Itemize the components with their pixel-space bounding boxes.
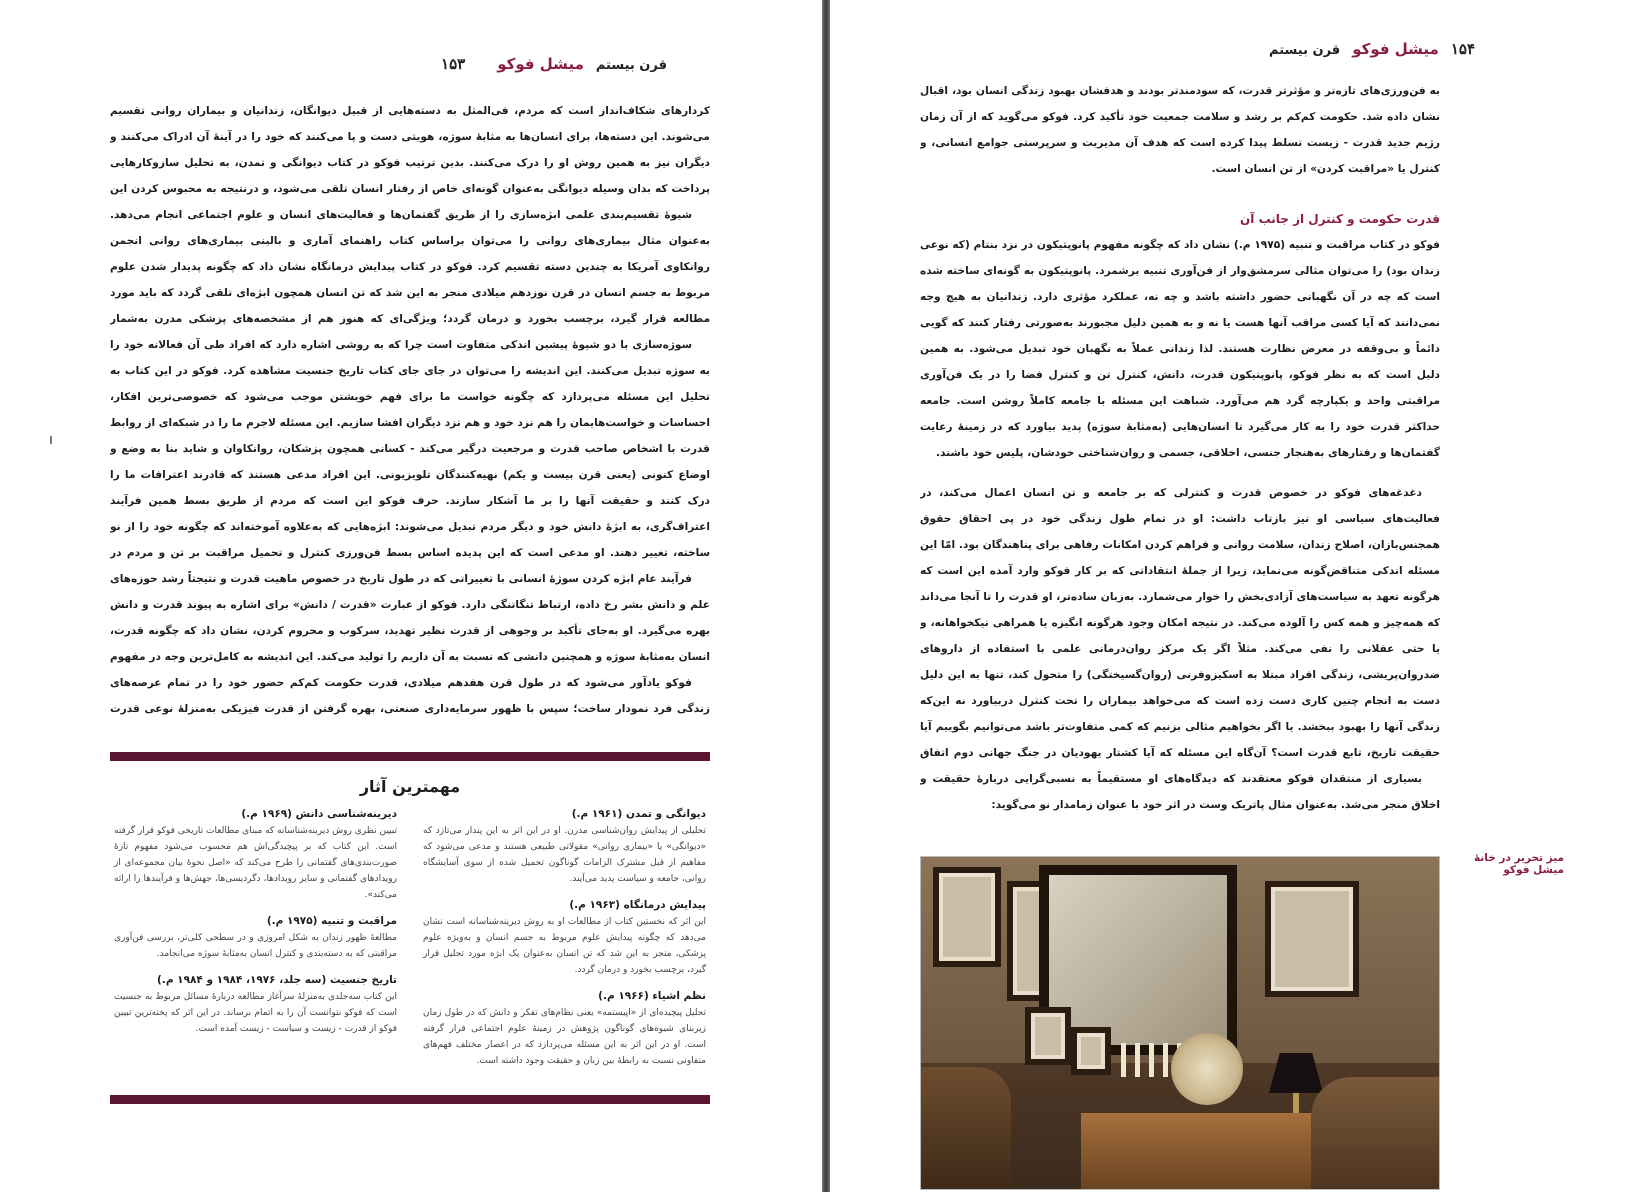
key-works-title: مهمترین آثار (359, 777, 461, 796)
key-works-left-column (114, 808, 397, 1081)
header-author: میشل فوکو (1352, 40, 1439, 58)
work-entry (423, 808, 706, 887)
work-description: این اثر که نخستین کتاب از مطالعات او به روش دیرینه‌شناسانه است نشان می‌دهد که چگونه پیدایش علوم مربوط به جسم انسان و به‌ویژه علوم پزشکی، منجر به این شد که تن انسان به‌عنوان یک ابژه مورد تحلیل قرار گیرد، برچسب بخورد و درمان گردد. (423, 917, 706, 975)
key-works-right-column (423, 808, 706, 1081)
body-paragraph: بسیاری از منتقدان فوکو معتقدند که دیدگاه‌های او مستقیماً به نسبی‌گرایی دربارهٔ حقیقت و اخلاق منجر می‌شد. به‌عنوان مثال پاتریک وست در اثر خود با عنوان زمامدار نو می‌گوید: (920, 773, 1440, 811)
page-number: ۱۵۳ (441, 55, 466, 73)
desk-photo (920, 856, 1440, 1190)
body-paragraph: فرآیند عام ابژه کردن سوژهٔ انسانی با تغییراتی که در طول تاریخ در خصوص ماهیت قدرت و نتیجتاً رشد حوزه‌های علم و دانش بشر رخ داده، ارتباط تنگاتنگی دارد. فوکو از عبارت «قدرت / دانش» برای اشاره به پیوند قدرت و دانش بهره می‌گیرد. او به‌جای تأکید بر وجوهی از قدرت نظیر تهدید، سرکوب و محروم کردن، نشان داد که چگونه قدرت، انسان به‌مثابهٔ سوژه و همچنین دانشی که نسبت به آن داریم را تولید می‌کند. این اندیشه به کامل‌ترین وجه در مفهوم (110, 573, 710, 663)
body-paragraph: فوکو در کتاب مراقبت و تنبیه (۱۹۷۵ م.) نشان داد که چگونه مفهوم پانوپتیکون در نزد بنتام (که نوعی زندان بود) را می‌توان مثالی سرمشق‌وار از فن‌آوری تنبیه برشمرد. پانوپتیکون به گونه‌ای ساخته شده است که چه در آن نگهبانی حضور داشته باشد و چه نه، عملکرد مؤثری دارد. زندانیان به هیچ وجه نمی‌دانند که آیا کسی مراقب آنها هست یا نه و به همین دلیل مجبورند به‌صورتی رفتار کنند که گویی دائماً و بی‌وقفه در معرض نظارت هستند. لذا زندانی عملاً به نگهبان خود تبدیل می‌شود. به همین دلیل است که به نظر فوکو، پانوپتیکون قدرت، دانش، کنترل تن و کنترل فضا را در یک فن‌آوری مراقبتی واحد و یکپارچه گرد هم می‌آورد. شباهت این مسئله با جامعه کاملاً روشن است. جامعه حداکثر قدرت خود را به کار می‌گیرد تا انسان‌هایی (به‌مثابهٔ سوژه) پدید بیاورد که در زمینهٔ رعایت گفتمان‌ها و رفتارهای به‌هنجار جنسی، اخلاقی، جسمی و روان‌شناختی خودشان، پلیس خود باشند. (920, 239, 1440, 459)
work-entry (114, 808, 397, 903)
work-description: این کتاب سه‌جلدی به‌منزلهٔ سرآغاز مطالعه دربارهٔ مسائل مربوط به جنسیت است که فوکو نتوانست آن را به اتمام برساند. در این اثر که پخته‌ترین تبیین فوکو از قدرت - زیست و سیاست - زیست آمده است. (114, 992, 397, 1034)
work-entry (423, 899, 706, 978)
work-description: تبیین نظری روش دیرینه‌شناسانه که مبنای مطالعات تاریخی فوکو قرار گرفته است. این کتاب که بر پیچیدگی‌اش هم محسوب می‌شود مفهوم تازهٔ صورت‌بندی‌های گفتمانی را طرح می‌کند که «اصل نحوهٔ بیان مجموعه‌ای از رویدادهای گفتمانی و سایر رویدادها، دگردیسی‌ها، جهش‌ها و فرآیندها را ارائه می‌کند». (114, 826, 397, 900)
photo-caption: میز تحریر در خانهٔ میشل فوکو (1473, 852, 1564, 876)
work-title: مراقبت و تنبیه (۱۹۷۵ م.) (266, 915, 397, 927)
right-body-text (920, 78, 1440, 818)
body-paragraph: شیوهٔ تقسیم‌بندی علمی ابژه‌سازی را از طریق گفتمان‌ها و فعالیت‌های انسان و علوم اجتماعی انجام می‌دهد. به‌عنوان مثال بیماری‌های روانی را می‌توان براساس کتاب راهنمای آماری و بالینی بیماری‌های روانی انجمن روانکاوی آمریکا به چندین دسته تقسیم کرد. فوکو در کتاب پیدایش درمانگاه نشان داد که چگونه پدیدار شدن علوم مربوط به جسم انسان در قرن نوزدهم میلادی منجر به این شد که تن انسان همچون ابژه‌ای تلقی گردد که باید مورد مطالعه قرار گیرد، برچسب بخورد و درمان گردد؛ ویژگی‌ای که هنوز هم از مشخصه‌های پزشکی مدرن به‌شمار (110, 209, 710, 325)
section-heading: قدرت حکومت و کنترل از جانب آن (1240, 212, 1440, 226)
header-century: قرن بیستم (595, 58, 667, 73)
left-running-header (441, 55, 667, 73)
body-paragraph: فوکو یادآور می‌شود که در طول قرن هفدهم میلادی، قدرت حکومت کم‌کم حضور خود را در تمام عرصه‌های زندگی فرد نمودار ساخت؛ سپس با ظهور سرمایه‌داری صنعتی، بهره گرفتن از قدرت فیزیکی به‌منزلهٔ نوعی قدرت (110, 677, 710, 715)
header-century: قرن بیستم (1269, 43, 1341, 58)
work-title: دیرینه‌شناسی دانش (۱۹۶۹ م.) (241, 808, 397, 820)
work-title: دیوانگی و تمدن (۱۹۶۱ م.) (571, 808, 706, 820)
work-description: تحلیلی از پیدایش روان‌شناسی مدرن. او در این اثر به این پندار می‌تازد که «دیوانگی» یا «بیماری روانی» مقولاتی طبیعی هستند و مدعی می‌شود که مفاهیم از قبل مشترک الزامات گوناگون تحمیل شده از سوی آسایشگاه روانی، جامعه و سیاست پدید می‌آیند. (423, 826, 706, 884)
key-works-box (110, 752, 710, 1104)
right-running-header (1269, 40, 1475, 58)
work-entry (114, 915, 397, 962)
key-works-columns (114, 808, 706, 1081)
book-spine-gutter (822, 0, 830, 1192)
work-title: نظم اشیاء (۱۹۶۶ م.) (598, 990, 706, 1002)
work-entry (114, 974, 397, 1037)
work-description: تحلیل پیچیده‌ای از «اپیستمه» یعنی نظام‌های تفکر و دانش که در طول زمان زیربنای شیوه‌های گوناگون پژوهش در زمینهٔ علوم اجتماعی قرار گرفته است. او در این اثر به این مسئله می‌پردازد که در اعصار مختلف فهم‌های متفاوتی نسبت به رابطهٔ بین زبان و حقیقت وجود داشته است. (423, 1008, 706, 1066)
body-paragraph: کردارهای شکاف‌انداز است که مردم، فی‌المثل به دسته‌هایی از قبیل دیوانگان، زندانیان و بیماران روانی تقسیم می‌شوند. این دسته‌ها، برای انسان‌ها به مثابهٔ سوژه، هویتی دست و پا می‌کنند که خود را در آینهٔ آن ادراک می‌کنند و دیگران نیز به همین روش او را درک می‌کنند. بدین ترتیب فوکو در کتاب دیوانگی و تمدن، به تحلیل سازوکارهایی پرداخت که بدان وسیله دیوانگی به‌عنوان گونه‌ای خاص از رفتار انسان تلقی می‌شود، و درنتیجه به محبوس کردن این (110, 105, 710, 195)
armchair (1311, 1077, 1439, 1189)
framed-picture (1025, 1007, 1071, 1065)
work-entry (423, 990, 706, 1069)
body-paragraph: سوژه‌سازی با دو شیوهٔ پیشین اندکی متفاوت است چرا که به روشی اشاره دارد که افراد طی آن فعالانه خود را به سوژه تبدیل می‌کنند. این اندیشه را می‌توان در جای جای کتاب تاریخ جنسیت مشاهده کرد. فوکو در این کتاب به تحلیل این مسئله می‌پردازد که چگونه خواست ما برای فهم خویشتن موجب می‌شود که خصوصی‌ترین افکار، احساسات و خواست‌هایمان را هم نزد خود و هم نزد دیگران افشا سازیم. این مسئله لاجرم ما را در شبکه‌ای از روابط قدرت با اشخاص صاحب قدرت و مرجعیت درگیر می‌کند - کسانی همچون پزشکان، روانکاوان و شاید بنا به وضع و اوضاع کنونی (یعنی قرن بیست و یکم) نهیه‌کنندگان تلویزیونی. این افراد مدعی هستند که قادرند اعترافات ما را درک کنند و حقیقت آنها را بر ما آشکار سازند. حرف فوکو این است که مردم از طریق بسط همین فرآیند اعتراف‌گری، به ابژهٔ دانش خود و دیگر مردم تبدیل می‌شوند: ابژه‌هایی که به‌علاوه آموخته‌اند که چگونه خود را از نو ساخته، تغییر دهند. او مدعی است که این پدیده اساس بسط فن‌ورزی کنترل و تحمیل مراقبت بر تن و مردم در (110, 339, 710, 559)
header-author: میشل فوکو (497, 55, 584, 73)
decorative-plate (1171, 1033, 1243, 1105)
page-number: ۱۵۴ (1450, 40, 1475, 58)
framed-picture (1071, 1027, 1111, 1075)
armchair (921, 1067, 1011, 1189)
left-page (0, 0, 822, 1192)
framed-picture (933, 867, 1001, 967)
left-body-text (110, 98, 710, 722)
work-description: مطالعهٔ ظهور زندان به شکل امروزی و در سطحی کلی‌تر، بررسی فن‌آوری مراقبتی که به دسته‌بندی و کنترل انسان به‌مثابهٔ سوژه می‌انجامد. (114, 933, 397, 959)
framed-picture (1265, 881, 1359, 997)
work-title: پیدایش درمانگاه (۱۹۶۳ م.) (569, 899, 706, 911)
body-paragraph: به فن‌ورزی‌های تازه‌تر و مؤثرتر قدرت، که سودمندتر بودند و هدفشان بهبود زندگی انسان بود، اقبال نشان داده شد. حکومت کم‌کم بر رشد و سلامت جمعیت خود تأکید کرد. فوکو می‌گوید که از آن زمان رژیم جدید قدرت - زیست تسلط پیدا کرده است که هدف آن مدیریت و سرپرستی جوامع انسانی، و کنترل یا «مراقبت کردن» از تن انسان است. (920, 85, 1440, 175)
body-paragraph: دغدغه‌های فوکو در خصوص قدرت و کنترلی که بر جامعه و تن انسان اعمال می‌کند، در فعالیت‌های سیاسی او نیز بازتاب داشت: او در تمام طول زندگی خود در پی احقاق حقوق همجنس‌بازان، اصلاح زندان، سلامت روانی و فراهم کردن امکانات رفاهی برای پناهندگان بود. امّا این مسئله اندکی متناقض‌گونه می‌نماید، زیرا از جملهٔ انتقاداتی که بر کار فوکو وارد آمده این است که هرگونه تعهد به سیاست‌های آزادی‌بخش را خوار می‌شمارد. به‌زبان ساده‌تر، او قدرت را تا آنجا می‌داند که همه‌چیز و همه کس را آلوده می‌کند. در نتیجه امکان وجود هرگونه انگیزه یا همراهی نیکخواهانه، و یا حتی عقلانی را نفی می‌کند. مثلاً اگر یک مرکز روان‌درمانی علمی با استفاده از داروهای ضدروان‌پریشی، زندگی افراد مبتلا به اسکیزوفرنی (روان‌گسیختگی) را متحول کند، تنها به این دلیل دست به انجام چنین کاری دست زده است که می‌خواهد بیماران را تحت کنترل دربیاورد نه این‌که زندگی آنها را بهبود ببخشد. یا اگر بخواهیم مثالی بزنیم که کمی متفاوت‌تر باشد می‌توانیم بگوییم آیا حقیقت تاریخ، تابع قدرت است؟ آن‌گاه این مسئله که آیا کشتار یهودیان در جنگ جهانی دوم اتفاق (920, 487, 1440, 759)
margin-mark (50, 436, 52, 444)
work-title: تاریخ جنسیت (سه جلد، ۱۹۷۶، ۱۹۸۴ و ۱۹۸۴ م.) (157, 974, 397, 986)
